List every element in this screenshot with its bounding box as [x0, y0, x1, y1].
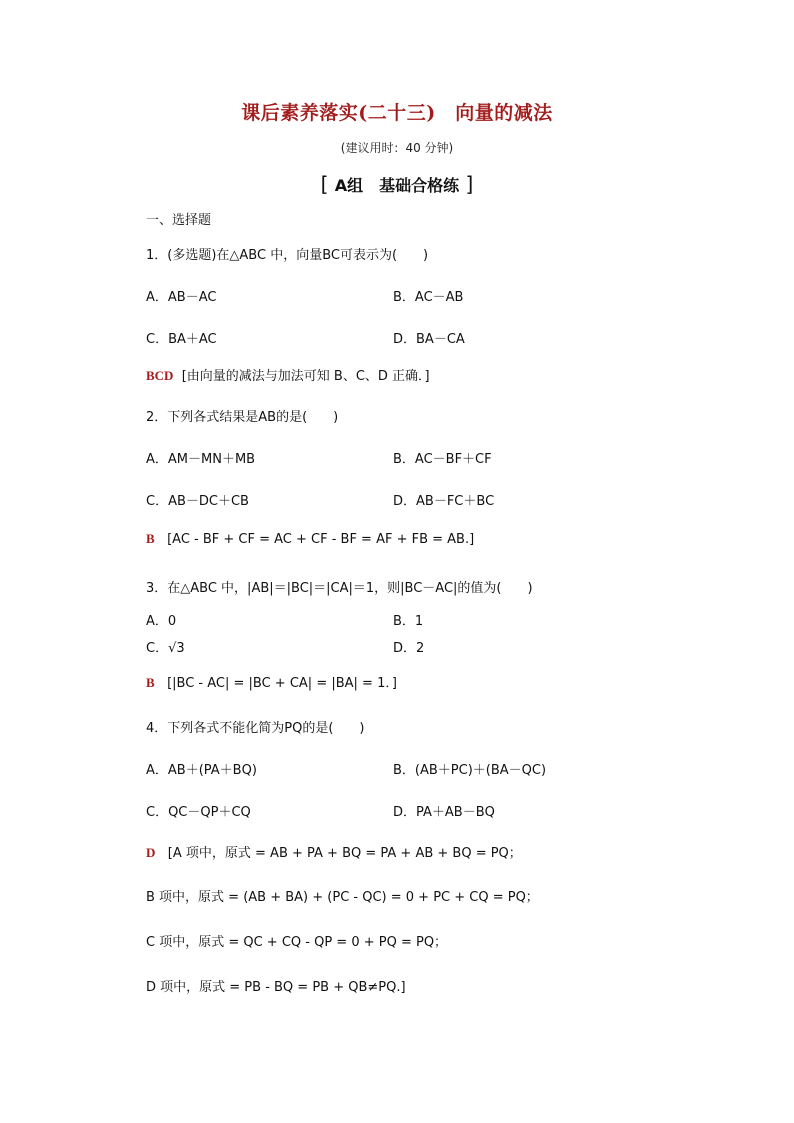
group-label: A组 基础合格练 [334, 176, 460, 195]
q3-option-d: D．2 [393, 641, 425, 656]
q1-option-c: C．BA＋AC [146, 332, 217, 347]
q2-answer [146, 531, 474, 547]
q4-stem: 4．下列各式不能化简为PQ的是( ) [146, 721, 365, 736]
page-title: 课后素养落实(二十三) 向量的减法 [241, 102, 553, 124]
time-note: (建议用时：40 分钟) [340, 141, 454, 155]
q3-option-b: B．1 [393, 614, 424, 629]
q3-answer-key: B [146, 675, 155, 690]
q1-answer-key: BCD [146, 368, 174, 383]
q4-solution-d: D 项中，原式 = PB - BQ = PB + QB≠PQ.] [146, 980, 406, 995]
q3-option-a: A．0 [146, 614, 177, 629]
q4-option-c: C．QC－QP＋CQ [146, 805, 251, 820]
group-heading: [ A组 基础合格练 ] [320, 172, 474, 196]
q2-option-d: D．AB－FC＋BC [393, 494, 495, 509]
q2-answer-text: [AC - BF + CF = AC + CF - BF = AF + FB = AB.] [167, 532, 475, 547]
q1-option-b: B．AC－AB [393, 290, 464, 305]
q4-answer [146, 842, 522, 861]
section-heading: 一、选择题 [146, 213, 212, 228]
q3-stem: 3．在△ABC 中，|AB|＝|BC|＝|CA|＝1，则|BC－AC|的值为( ) [146, 581, 533, 596]
q2-answer-key: B [146, 531, 155, 546]
q1-option-d: D．BA－CA [393, 332, 465, 347]
q4-solution-c: C 项中，原式 = QC + CQ - QP = 0 + PQ = PQ； [146, 935, 448, 950]
q1-answer [146, 365, 430, 384]
q4-option-a: A．AB＋(PA＋BQ) [146, 763, 257, 778]
q4-option-b: B．(AB＋PC)＋(BA－QC) [393, 763, 547, 778]
q4-option-d: D．PA＋AB－BQ [393, 805, 495, 820]
q2-option-b: B．AC－BF＋CF [393, 452, 492, 467]
q4-solution-b: B 项中，原式 = (AB + BA) + (PC - QC) = 0 + PC + CQ = PQ； [146, 890, 539, 905]
q4-answer-key: D [146, 845, 156, 860]
q3-option-c: C．√3 [146, 641, 185, 656]
q2-option-c: C．AB－DC＋CB [146, 494, 249, 509]
q2-stem: 2．下列各式结果是AB的是( ) [146, 410, 339, 425]
q3-answer [146, 672, 397, 691]
q3-answer-text: [|BC - AC| = |BC + CA| = |BA| = 1．] [167, 676, 397, 691]
q1-stem: 1．(多选题)在△ABC 中，向量BC可表示为( ) [146, 248, 429, 263]
q1-answer-text: [由向量的减法与加法可知 B、C、D 正确．] [181, 369, 430, 384]
q1-option-a: A．AB－AC [146, 290, 217, 305]
q2-option-a: A．AM－MN＋MB [146, 452, 256, 467]
q4-solution-a: [A 项中，原式 = AB + PA + BQ = PA + AB + BQ = PQ； [167, 846, 522, 861]
